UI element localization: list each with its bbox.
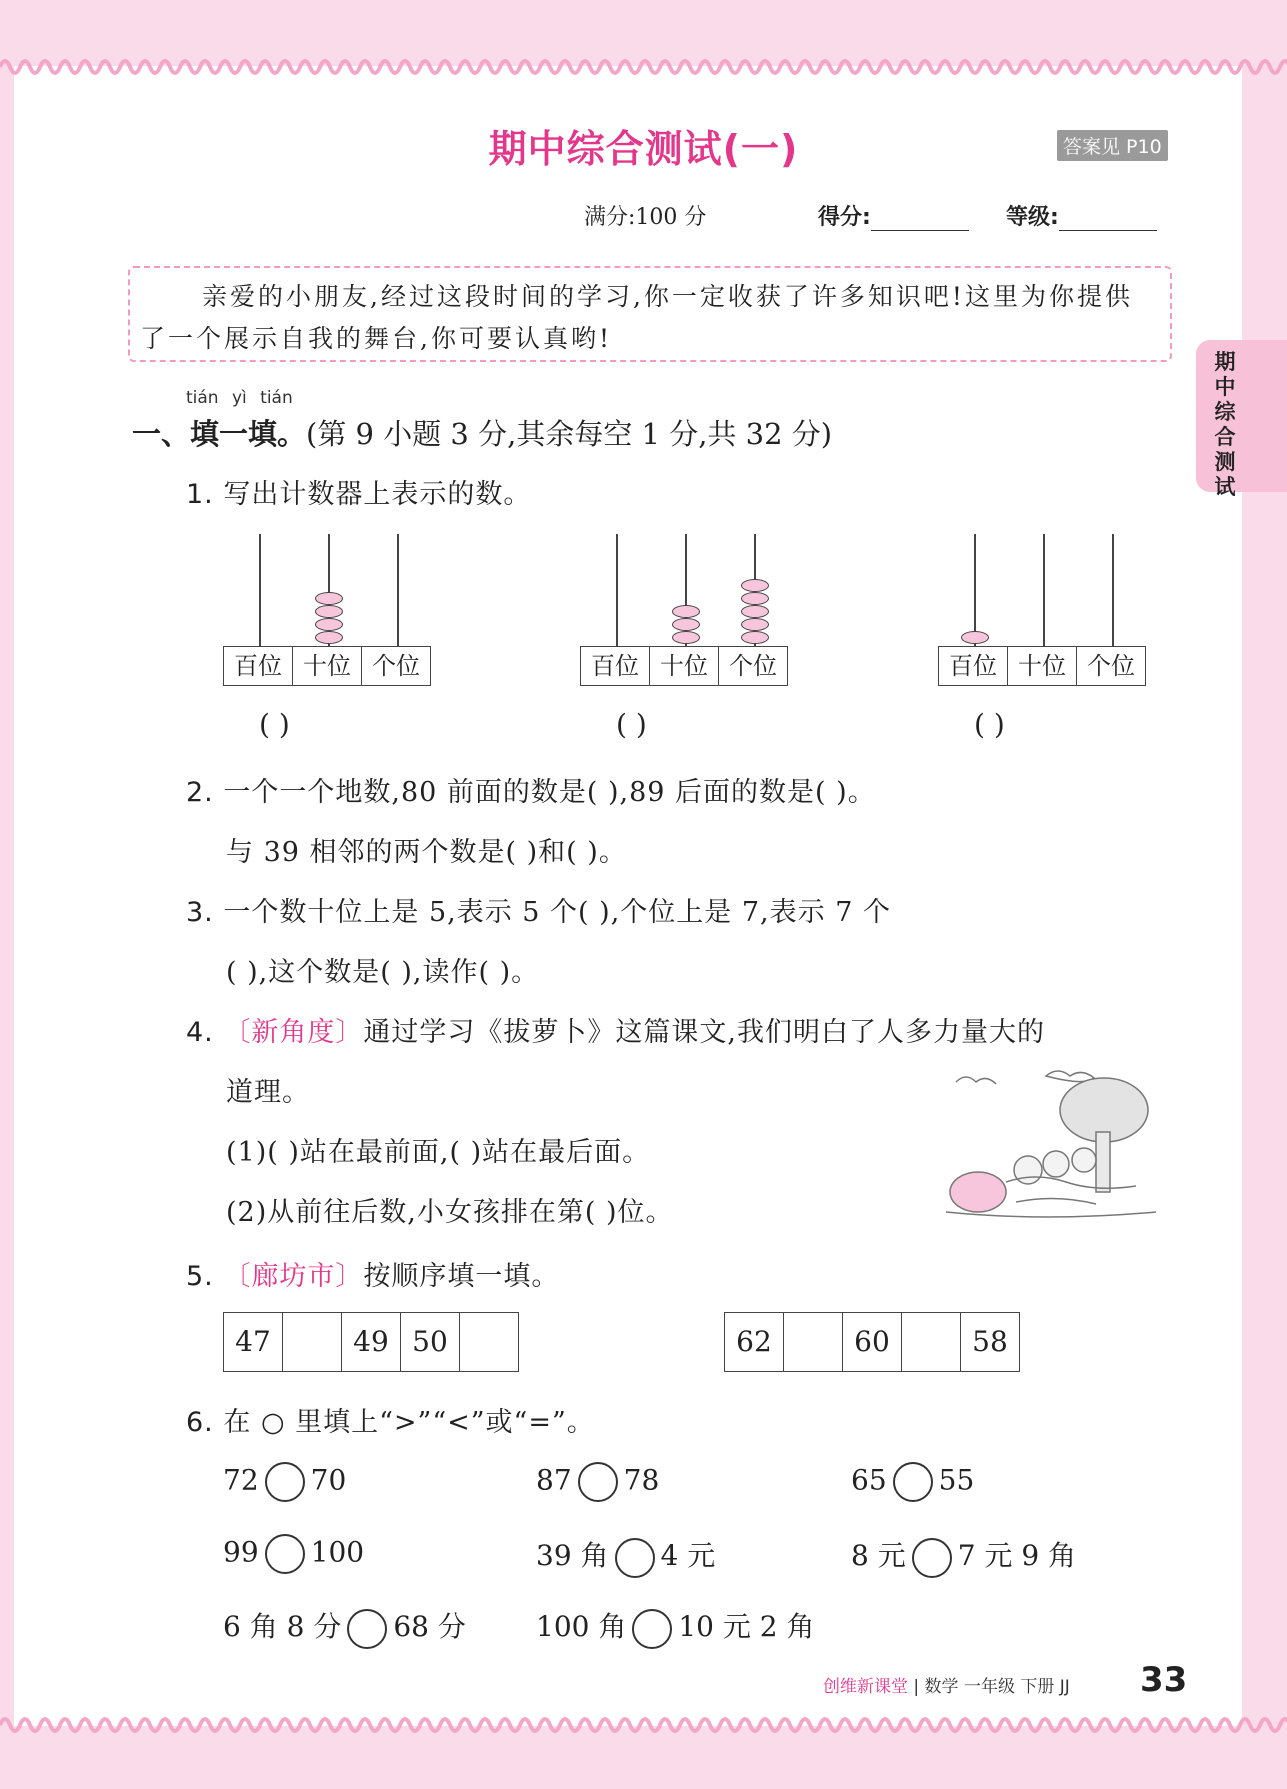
compare-right-value: 7 元 9 角 [957,1539,1077,1572]
score-blank[interactable] [871,204,969,231]
compare-right-value: 70 [310,1463,347,1497]
sequence-cell[interactable]: 49 [342,1313,401,1371]
grade-blank[interactable] [1059,204,1157,231]
question-5 [186,1254,559,1293]
compare-circle-input[interactable] [632,1609,672,1649]
comparison-item [223,1462,346,1502]
side-tab-label: 期中综合测试 [1214,350,1236,499]
comparison-item [851,1462,974,1502]
sequence-cell[interactable]: 62 [725,1313,784,1371]
question-3-line2[interactable]: ( ),这个数是( ),读作( )。 [226,957,540,988]
abacus-bead [741,618,769,631]
abacus-bead [315,631,343,644]
abacus-rod [1112,534,1114,646]
sequence-cell[interactable] [283,1313,342,1371]
sequence-box-2 [724,1312,1020,1372]
comparison-item [223,1605,466,1649]
question-tag: 〔新角度〕 [223,1017,364,1048]
place-value-labels [938,646,1146,686]
abacus-bead [741,579,769,592]
sequence-cell[interactable] [902,1313,961,1371]
compare-circle-input[interactable] [912,1538,952,1578]
abacus-bead [741,605,769,618]
footer-brand: 创维新课堂 [823,1677,908,1697]
abacus-rod [259,534,261,646]
full-score-label: 满分:100 分 [584,205,707,230]
compare-right-value: 68 分 [393,1610,466,1643]
abacus-rod [616,534,618,646]
compare-circle-input[interactable] [265,1534,305,1574]
comparison-item [536,1462,659,1502]
abacus-rod [397,534,399,646]
compare-left-value: 39 角 [536,1539,609,1572]
sequence-cell[interactable]: 58 [972,1325,1008,1358]
compare-circle-input[interactable] [578,1462,618,1502]
compare-right-value: 78 [623,1463,660,1497]
abacus-bead [672,605,700,618]
sequence-box-1 [223,1312,519,1372]
compare-circle-input[interactable] [347,1609,387,1649]
abacus-bead [315,592,343,605]
question-number: 4. [186,1017,214,1048]
bottom-wave-border [0,1710,1287,1740]
question-text: 通过学习《拔萝卜》这篇课文,我们明白了人多力量大的 [363,1017,1045,1048]
compare-left-value: 65 [851,1463,887,1497]
question-tag: 〔廊坊市〕 [223,1261,364,1292]
question-text: 在 ○ 里填上“>”“<”或“=”。 [223,1407,595,1438]
comparison-item [536,1534,715,1578]
grade-field[interactable] [1006,200,1157,231]
answer-reference-badge: 答案见 P10 [1057,130,1168,161]
question-2-line2[interactable]: 与 39 相邻的两个数是( )和( )。 [226,837,627,868]
question-number: 3. [186,897,214,928]
question-1 [186,472,531,511]
abacus-rod [974,534,976,646]
place-label: 个位 [372,652,420,680]
intro-text: 亲爱的小朋友,经过这段时间的学习,你一定收获了许多知识吧!这里为你提供了一个展示自我的舞台,你可要认真哟! [140,282,1133,353]
compare-right-value: 55 [938,1463,975,1497]
abacus-bead [961,631,989,644]
question-4-sub1[interactable]: (1)( )站在最前面,( )站在最后面。 [226,1137,651,1168]
compare-left-value: 99 [223,1535,259,1569]
question-3 [186,890,891,929]
abacus-rod [1043,534,1045,646]
abacus-answer-blank[interactable]: ( ) [974,708,1005,741]
sequence-cell[interactable] [460,1313,518,1371]
abacus-bead [741,631,769,644]
footer [823,1672,1070,1697]
abacus-bead [315,605,343,618]
question-number: 5. [186,1261,214,1292]
score-field[interactable] [818,200,969,231]
section-title [132,412,832,453]
sequence-cell[interactable] [784,1313,843,1371]
abacus-answer-blank[interactable]: ( ) [616,708,647,741]
score-label: 得分: [818,205,871,230]
abacus-bead [741,592,769,605]
question-4-sub2[interactable]: (2)从前往后数,小女孩排在第( )位。 [226,1197,674,1228]
sequence-cell[interactable]: 47 [224,1313,283,1371]
place-value-labels [223,646,431,686]
place-label: 个位 [1087,652,1135,680]
compare-left-value: 87 [536,1463,572,1497]
comparison-item [536,1605,815,1649]
question-number: 2. [186,777,214,808]
question-text[interactable]: 一个数十位上是 5,表示 5 个( ),个位上是 7,表示 7 个 [223,897,891,928]
question-number: 1. [186,479,214,510]
comparison-item [851,1534,1076,1578]
compare-left-value: 8 元 [851,1539,906,1572]
place-label: 十位 [1008,647,1077,685]
abacus-bead [672,618,700,631]
comparison-item [223,1534,364,1574]
compare-circle-input[interactable] [615,1538,655,1578]
question-4 [186,1010,1045,1049]
question-6 [186,1400,595,1439]
compare-right-value: 4 元 [660,1539,716,1572]
page-number: 33 [1140,1660,1188,1700]
compare-circle-input[interactable] [893,1462,933,1502]
section-note: (第 9 小题 3 分,其余每空 1 分,共 32 分) [306,417,833,451]
compare-left-value: 100 角 [536,1610,627,1643]
abacus-bead [315,618,343,631]
compare-circle-input[interactable] [265,1462,305,1502]
compare-right-value: 100 [310,1535,365,1569]
place-label: 个位 [729,652,777,680]
abacus-answer-blank[interactable]: ( ) [259,708,290,741]
place-label: 十位 [293,647,362,685]
compare-left-value: 72 [223,1463,259,1497]
top-wave-border [0,52,1287,82]
grade-label: 等级: [1006,205,1059,230]
question-text: 写出计数器上表示的数。 [223,479,532,510]
compare-left-value: 6 角 8 分 [223,1610,342,1643]
section-pinyin: tián yì tián [186,388,293,408]
question-text: 按顺序填一填。 [363,1261,560,1292]
footer-info: | 数学 一年级 下册 JJ [913,1677,1070,1697]
question-number: 6. [186,1407,214,1438]
place-label: 百位 [939,647,1008,685]
place-label: 百位 [224,647,293,685]
page-title: 期中综合测试(一) [488,127,799,171]
question-4-line2: 道理。 [226,1077,310,1108]
section-title-text: 一、填一填。 [132,417,307,451]
pull-turnip-illustration [936,1062,1168,1228]
abacus-bead [672,631,700,644]
place-value-labels [580,646,788,686]
question-text[interactable]: 一个一个地数,80 前面的数是( ),89 后面的数是( )。 [223,777,876,808]
sequence-cell[interactable]: 50 [401,1313,460,1371]
place-label: 百位 [581,647,650,685]
compare-right-value: 10 元 2 角 [678,1610,815,1643]
sequence-cell[interactable]: 60 [843,1313,902,1371]
place-label: 十位 [650,647,719,685]
question-2 [186,770,876,809]
